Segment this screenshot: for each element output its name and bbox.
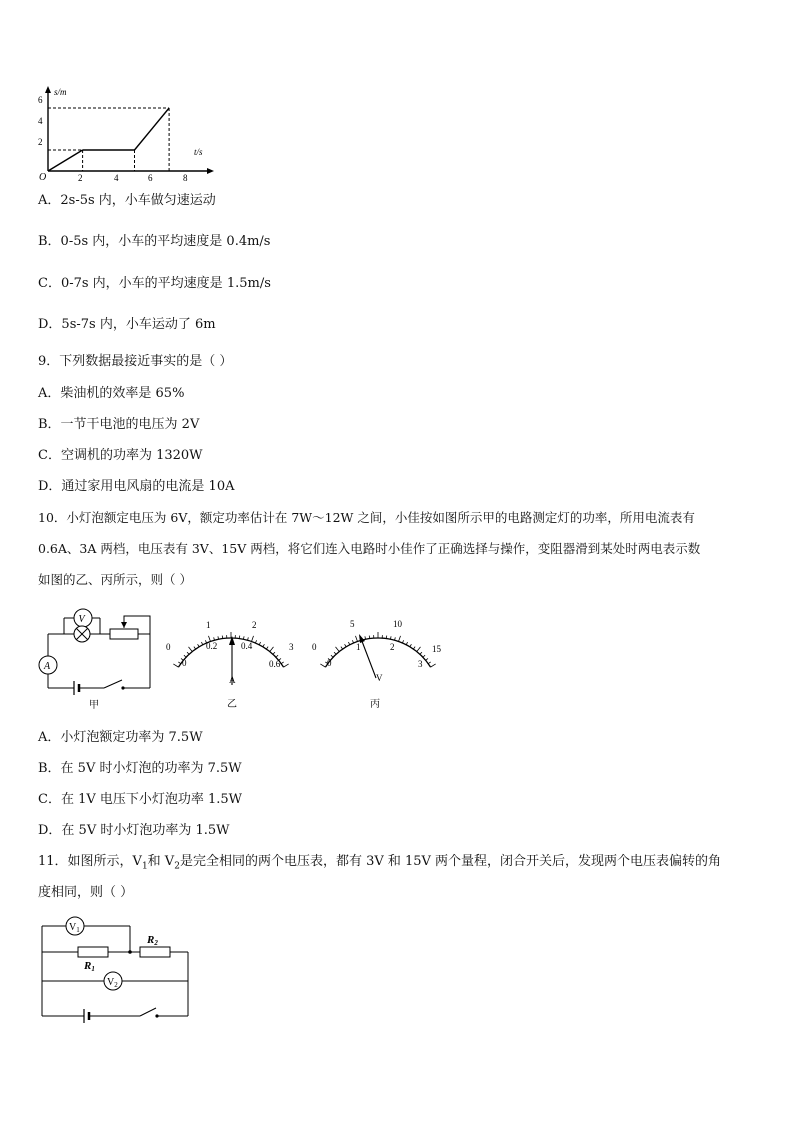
voltmeter-inner-scale: 1 — [356, 642, 361, 652]
voltmeter-needle — [360, 636, 376, 678]
ammeter-caption: 乙 — [227, 699, 237, 710]
dial-tick — [173, 664, 178, 667]
resistor-r2-symbol — [140, 947, 170, 957]
voltmeter-outer-scale: 15 — [432, 644, 441, 654]
ammeter-inner-scale: 0.2 — [206, 641, 218, 651]
motion-graph — [28, 84, 218, 182]
voltmeter-outer-scale: 5 — [350, 619, 355, 629]
dial-tick — [406, 642, 407, 645]
voltmeter-inner-scale: 0 — [327, 658, 332, 668]
dial-tick — [336, 647, 340, 652]
q9-option-c: C．空调机的功率为 1320W — [38, 448, 203, 463]
dial-arc — [325, 638, 430, 667]
ammeter-inner-scale: 0.4 — [241, 641, 253, 651]
ammeter-inner-scale: 0.6 — [269, 659, 281, 669]
dial-tick — [194, 647, 196, 649]
r1-label: R1 — [84, 960, 95, 973]
dial-tick — [266, 647, 268, 649]
dial-tick — [263, 644, 265, 647]
dial-tick — [410, 644, 412, 647]
q9-option-a: A．柴油机的效率是 65% — [38, 386, 185, 401]
q10-option-d: D．在 5V 时小灯泡功率为 1.5W — [38, 823, 230, 838]
x-tick-label: 6 — [148, 173, 153, 182]
x-tick-label: 4 — [114, 173, 119, 182]
voltmeter-inner-scale: 2 — [390, 642, 395, 652]
dial-tick — [428, 662, 430, 664]
y-axis-label: s/m — [54, 87, 67, 97]
voltmeter-label: V — [78, 614, 85, 625]
dial-tick — [417, 647, 421, 652]
ammeter-inner-scale: 0 — [182, 658, 187, 668]
dial-tick — [270, 647, 274, 652]
dial-tick — [352, 640, 353, 643]
dial-tick — [255, 640, 256, 643]
dial-tick — [431, 664, 436, 667]
switch-symbol — [140, 1008, 156, 1016]
q9-option-b: B．一节干电池的电压为 2V — [38, 417, 200, 432]
q10-option-c: C．在 1V 电压下小灯泡功率 1.5W — [38, 792, 243, 807]
dial-tick — [320, 664, 325, 667]
r2-label: R2 — [147, 934, 158, 947]
v2-label: $V_2$ — [107, 977, 118, 989]
q8-option-c: C．0-7s 内，小车的平均速度是 1.5m/s — [38, 276, 271, 291]
voltmeter-caption: 丙 — [370, 699, 380, 710]
q9-option-d: D．通过家用电风扇的电流是 10A — [38, 479, 235, 494]
ammeter-outer-scale: 3 — [289, 642, 294, 652]
voltmeter-outer-scale: 0 — [312, 642, 317, 652]
q8-option-b: B．0-5s 内，小车的平均速度是 0.4m/s — [38, 234, 271, 249]
graph-segment — [48, 150, 83, 171]
dial-tick — [399, 636, 401, 642]
dial-tick — [184, 655, 186, 657]
dial-tick — [341, 647, 343, 649]
circuit-diagram-jia — [34, 604, 159, 712]
x-tick-label: 8 — [183, 173, 188, 182]
graph-segment — [135, 108, 170, 150]
x-tick-label: 2 — [78, 173, 83, 182]
v1-label: $V_1$ — [69, 922, 80, 934]
dial-tick — [345, 644, 347, 647]
dial-tick — [259, 642, 260, 645]
rheostat-symbol — [110, 629, 138, 639]
q10-stem-line1: 10．小灯泡额定电压为 6V，额定功率估计在 7W～12W 之间，小佳按如图所示甲的电路测定灯的功率，所用电流表有 — [38, 510, 695, 525]
dial-tick — [334, 652, 336, 654]
dial-tick — [187, 652, 189, 654]
dial-tick — [331, 655, 333, 657]
dial-tick — [273, 652, 275, 654]
circuit-diagram-q11 — [36, 912, 196, 1030]
ammeter-dial — [163, 612, 298, 712]
dial-tick — [284, 664, 289, 667]
y-tick-label: 6 — [38, 95, 43, 105]
q8-option-d: D．5s-7s 内，小车运动了 6m — [38, 317, 216, 332]
ammeter-outer-scale: 0 — [166, 642, 171, 652]
voltmeter-needle-label: V — [376, 673, 383, 683]
origin-label: O — [39, 172, 47, 182]
resistor-r1-symbol — [78, 947, 108, 957]
dial-tick — [198, 644, 200, 647]
q8-option-a: A．2s-5s 内，小车做匀速运动 — [38, 193, 216, 208]
q11-stem-line1: 11．如图所示，$V_1$和 $V_2$是完全相同的两个电压表，都有 3V 和 15V 两个量程，闭合开关后，发现两个电压表偏转的角 — [38, 854, 722, 872]
ammeter-needle-label: A — [229, 675, 236, 685]
voltmeter-inner-scale: 3 — [418, 659, 423, 669]
x-axis-label: t/s — [194, 147, 203, 157]
switch-symbol — [104, 680, 122, 688]
ammeter-outer-scale: 2 — [252, 620, 257, 630]
y-tick-label: 4 — [38, 116, 43, 126]
voltmeter-outer-scale: 10 — [393, 619, 402, 629]
q9-stem: 9．下列数据最接近事实的是（ ） — [38, 354, 233, 369]
q11-stem-line2: 度相同，则（ ） — [38, 885, 134, 900]
circuit-caption: 甲 — [89, 700, 99, 711]
dial-tick — [276, 655, 278, 657]
dial-tick — [178, 662, 180, 664]
ammeter-label: A — [44, 661, 51, 672]
q10-option-b: B．在 5V 时小灯泡的功率为 7.5W — [38, 761, 242, 776]
voltmeter-dial — [308, 612, 450, 712]
dial-tick — [423, 655, 425, 657]
q10-option-a: A．小灯泡额定功率为 7.5W — [38, 730, 203, 745]
dial-tick — [426, 658, 428, 660]
dial-tick — [413, 647, 415, 649]
ammeter-outer-scale: 1 — [206, 620, 211, 630]
dial-tick — [201, 642, 202, 645]
dial-tick — [281, 662, 283, 664]
dial-tick — [348, 642, 349, 645]
q10-stem-line3: 如图的乙、丙所示，则（ ） — [38, 572, 192, 587]
dial-tick — [420, 652, 422, 654]
dial-tick — [189, 647, 193, 652]
dial-tick — [355, 636, 357, 642]
dial-tick — [402, 640, 403, 643]
y-tick-label: 2 — [38, 137, 43, 147]
q10-stem-line2: 0.6A、3A 两档，电压表有 3V、15V 两档，将它们连入电路时小佳作了正确选择与操作，变阻器滑到某处时两电表示数 — [38, 541, 701, 556]
